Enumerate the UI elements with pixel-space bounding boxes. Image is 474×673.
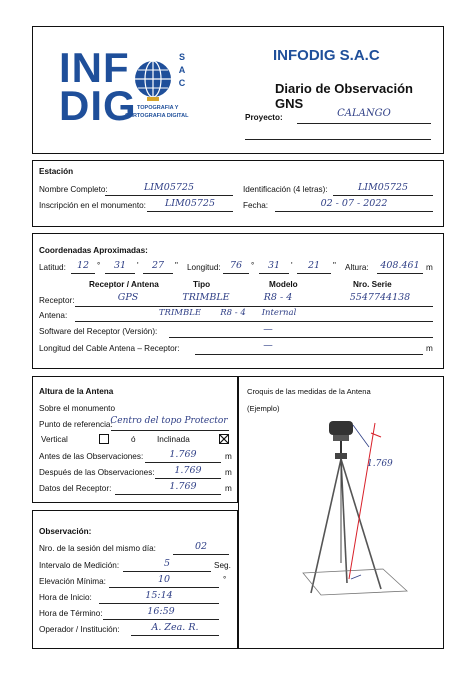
operator-value: A. Zea. R. [151,622,199,633]
date-value: 02 - 07 - 2022 [320,198,388,209]
receiver-data-value: 1.769 [169,481,197,492]
antenna-height-box [32,376,238,503]
end-underline [103,619,219,620]
session-value: 02 [194,541,208,552]
software-underline [169,337,433,338]
or-label: ó [131,435,136,444]
latitude-label: Latitud: [39,263,66,272]
logo-sac-s: S [178,52,185,62]
lon-deg-symbol: ° [251,261,255,270]
lat-sec-symbol: " [175,261,178,270]
lon-min-value: 31 [267,260,281,271]
id-value: LIM05725 [357,182,408,193]
check-x-icon [219,434,229,444]
globe-icon [133,59,173,103]
end-value: 16:59 [147,606,175,617]
logo-tagline-2: CARTOGRAFIA DIGITAL [125,113,189,119]
reference-value: Centro del topo Protector [110,416,228,426]
cable-label: Longitud del Cable Antena – Receptor: [39,344,180,353]
project-value: CALANGO [337,108,391,119]
cable-unit: m [426,344,433,353]
col-type: Tipo [193,280,211,289]
lat-min-value: 31 [113,260,127,271]
sketch-box [238,376,444,649]
sketch-subtitle: (Ejemplo) [247,404,280,413]
lat-deg-symbol: ° [97,261,101,270]
receiver-type-value: TRIMBLE [182,292,230,303]
elevation-value: 10 [157,574,171,585]
receiver-model-value: R8 - 4 [263,292,293,303]
lat-min-symbol: ' [137,261,139,270]
before-underline [145,462,221,463]
logo-sac [177,51,187,90]
after-underline [155,478,221,479]
station-title: Estación [39,167,74,176]
operator-underline [131,635,219,636]
lat-deg-underline [71,273,95,274]
logo-sac-c: C [178,78,186,88]
lat-deg-value: 12 [76,260,90,271]
altitude-value: 408.461 [380,260,420,271]
full-name-value: LIM05725 [143,182,194,193]
lon-sec-symbol: " [333,261,336,270]
observation-title: Observación: [39,527,92,536]
elevation-underline [109,587,219,588]
reference-label: Punto de referencia: [39,420,113,429]
tripod-antenna-illustration [289,413,439,613]
antenna-height-title: Altura de la Antena [39,387,114,396]
col-model: Modelo [269,280,298,289]
lon-deg-underline [223,273,249,274]
full-name-underline [105,195,233,196]
altitude-label: Altura: [345,263,369,272]
antenna-underline [75,321,433,322]
elevation-label: Elevación Mínima: [39,577,106,586]
operator-label: Operador / Institución: [39,625,120,634]
id-underline [333,195,433,196]
cable-value: — [263,340,273,351]
antenna-model-value: R8 - 4 [220,308,246,318]
vertical-checkbox[interactable] [99,434,109,444]
logo-sac-a: A [178,65,186,75]
interval-label: Intervalo de Medición: [39,561,120,570]
end-label: Hora de Término: [39,609,103,618]
date-underline [275,211,433,212]
project-underline [297,123,431,124]
longitude-label: Longitud: [187,263,221,272]
after-unit: m [225,468,232,477]
project-underline-2 [245,139,431,140]
start-value: 15:14 [145,590,173,601]
altitude-unit: m [426,263,433,272]
receiver-receiver-value: GPS [117,292,139,303]
interval-unit: Seg. [214,561,231,570]
session-label: Nro. de la sesión del mismo día: [39,544,156,553]
antenna-serial-value: Internal [261,308,297,318]
lon-sec-value: 21 [307,260,321,271]
elevation-unit: ° [223,575,227,584]
date-label: Fecha: [243,201,269,210]
before-label: Antes de las Observaciones: [39,452,144,461]
interval-underline [123,571,211,572]
over-monument-label: Sobre el monumento [39,404,116,413]
session-underline [173,554,229,555]
after-value: 1.769 [174,465,202,476]
before-unit: m [225,452,232,461]
lat-sec-value: 27 [151,260,165,271]
inscription-label: Inscripción en el monumento: [39,201,146,210]
id-label: Identificación (4 letras): [243,185,328,194]
infodig-logo [55,45,215,141]
lon-deg-value: 76 [229,260,243,271]
start-label: Hora de Inicio: [39,593,92,602]
inclined-checkbox[interactable] [219,434,229,444]
receiver-data-unit: m [225,484,232,493]
logo-letters-inf: INF [59,44,130,91]
inscription-value: LIM05725 [164,198,215,209]
lon-sec-underline [297,273,331,274]
lat-min-underline [105,273,135,274]
lon-min-underline [259,273,289,274]
inscription-underline [147,211,233,212]
coordinates-box [32,233,444,369]
coordinates-title: Coordenadas Aproximadas: [39,246,148,255]
altitude-underline [377,273,423,274]
lat-sec-underline [143,273,173,274]
col-receiver-antenna: Receptor / Antena [89,280,159,289]
antenna-type-value: TRIMBLE [158,308,202,318]
station-box [32,160,444,227]
interval-value: 5 [163,558,171,569]
receiver-underline [75,306,433,307]
sketch-title: Croquis de las medidas de la Antena [247,387,371,396]
header-box [32,26,444,154]
software-label: Software del Receptor (Versión): [39,327,158,336]
vertical-label: Vertical [41,435,68,444]
form-title: Diario de Observación GNS [275,81,413,111]
reference-underline [111,430,229,431]
after-label: Después de las Observaciones: [39,468,155,477]
company-name: INFODIG S.A.C [273,47,380,64]
lon-min-symbol: ' [291,261,293,270]
inclined-label: Inclinada [157,435,190,444]
receiver-serial-value: 5547744138 [349,292,411,303]
observation-box [32,510,238,649]
receiver-data-underline [115,494,221,495]
software-value: — [263,324,273,335]
project-label: Proyecto: [245,113,283,122]
logo-tagline-1: TOPOGRAFIA Y [137,105,179,111]
before-value: 1.769 [169,449,197,460]
logo-letters-dig: DIG [59,82,137,129]
start-underline [99,603,219,604]
col-serial: Nro. Serie [353,280,392,289]
full-name-label: Nombre Completo: [39,185,108,194]
cable-underline [195,354,423,355]
antenna-label: Antena: [39,311,68,320]
receiver-label: Receptor: [39,296,75,305]
receiver-data-label: Datos del Receptor: [39,484,112,493]
sketch-measure-value: 1.769 [367,459,393,469]
